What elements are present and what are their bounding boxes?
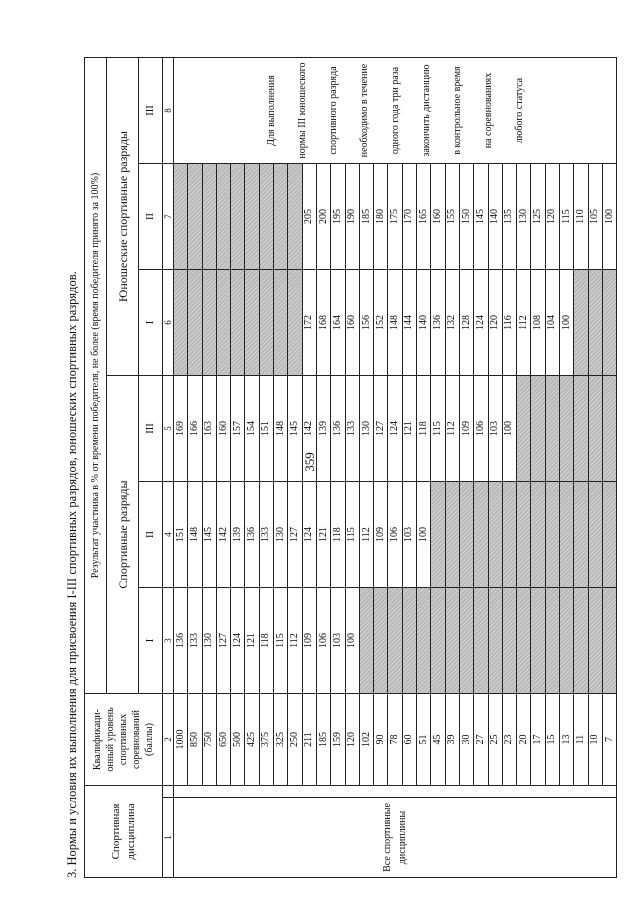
norm-cell-y2	[288, 164, 302, 270]
norm-cell-y2: 170	[402, 164, 416, 270]
qual-level-cell: 250	[288, 694, 302, 786]
table-row	[431, 58, 445, 878]
qual-level-cell: 23	[502, 694, 516, 786]
qual-level-cell: 17	[531, 694, 545, 786]
qual-level-cell: 30	[459, 694, 473, 786]
norm-cell-r1: 124	[231, 588, 245, 694]
norms-table-body	[85, 58, 617, 878]
table-row	[374, 58, 388, 878]
norm-cell-y1: 160	[345, 270, 359, 376]
norm-cell-r1	[574, 588, 588, 694]
qual-level-cell: 10	[588, 694, 602, 786]
norm-cell-r3: 148	[274, 376, 288, 482]
header-youth-I: I	[139, 270, 163, 376]
norm-cell-r3: 121	[402, 376, 416, 482]
norm-cell-r2: 136	[245, 482, 259, 588]
norm-cell-y1: 136	[431, 270, 445, 376]
norm-cell-y2: 195	[331, 164, 345, 270]
col-index-2: 2	[163, 694, 174, 786]
qual-level-cell: 159	[331, 694, 345, 786]
col-index-3: 3	[163, 588, 174, 694]
norm-cell-r2	[588, 482, 602, 588]
norm-cell-r1: 130	[202, 588, 216, 694]
table-row	[417, 58, 431, 878]
norm-cell-y2: 190	[345, 164, 359, 270]
norm-cell-y1: 164	[331, 270, 345, 376]
norm-cell-r3	[531, 376, 545, 482]
discipline-name: Все спортивные дисциплины	[174, 798, 617, 878]
norm-cell-y2: 180	[374, 164, 388, 270]
norm-cell-r2: 127	[288, 482, 302, 588]
norm-cell-r3: 163	[202, 376, 216, 482]
norm-cell-y1	[274, 270, 288, 376]
norm-cell-r3	[602, 376, 616, 482]
norm-cell-r3	[560, 376, 574, 482]
norm-cell-y2: 105	[588, 164, 602, 270]
norm-cell-y2	[216, 164, 230, 270]
norm-cell-y1: 140	[417, 270, 431, 376]
norm-cell-r3: 112	[445, 376, 459, 482]
norm-cell-y2: 175	[388, 164, 402, 270]
table-row	[231, 58, 245, 878]
norm-cell-r2	[517, 482, 531, 588]
norm-cell-r3: 160	[216, 376, 230, 482]
qual-level-cell: 13	[560, 694, 574, 786]
norm-cell-y1	[288, 270, 302, 376]
norm-cell-r1	[560, 588, 574, 694]
norm-cell-r3: 130	[359, 376, 373, 482]
table-row	[302, 58, 316, 878]
norm-cell-r2	[445, 482, 459, 588]
norm-cell-r1: 136	[174, 588, 188, 694]
qual-level-cell: 750	[202, 694, 216, 786]
table-row	[274, 58, 288, 878]
table-row	[245, 58, 259, 878]
norm-cell-r2: 133	[259, 482, 273, 588]
header-rank-I: I	[139, 588, 163, 694]
norm-cell-r1: 121	[245, 588, 259, 694]
blank-column	[174, 786, 617, 798]
header-rank-III: III	[139, 376, 163, 482]
norm-cell-y1: 132	[445, 270, 459, 376]
norm-cell-y1: 128	[459, 270, 473, 376]
norm-cell-y1	[259, 270, 273, 376]
norm-cell-r3	[545, 376, 559, 482]
norm-cell-y1: 152	[374, 270, 388, 376]
header-result: Результат участника в % от времени победителя, не более (время победителя принято за 100%)	[85, 58, 107, 694]
header-sport-ranks: Спортивные разряды	[107, 376, 139, 694]
qual-level-cell: 7	[602, 694, 616, 786]
qual-level-cell: 60	[402, 694, 416, 786]
norm-cell-r3: 154	[245, 376, 259, 482]
norm-cell-y1	[588, 270, 602, 376]
norm-cell-r2	[431, 482, 445, 588]
norm-cell-r2: 151	[174, 482, 188, 588]
norm-cell-r2	[531, 482, 545, 588]
norm-cell-r2: 142	[216, 482, 230, 588]
norm-cell-r2: 100	[417, 482, 431, 588]
norm-cell-r2: 130	[274, 482, 288, 588]
qual-level-cell: 39	[445, 694, 459, 786]
norm-cell-y1	[188, 270, 202, 376]
norm-cell-y1: 124	[474, 270, 488, 376]
norm-cell-r2: 118	[331, 482, 345, 588]
col-index-5: 5	[163, 376, 174, 482]
norm-cell-r1	[459, 588, 473, 694]
qual-level-cell: 1000	[174, 694, 188, 786]
qual-level-cell: 650	[216, 694, 230, 786]
qual-level-cell: 425	[245, 694, 259, 786]
qual-level-cell: 45	[431, 694, 445, 786]
norm-cell-y1: 112	[517, 270, 531, 376]
norm-cell-r2	[545, 482, 559, 588]
table-row	[502, 58, 516, 878]
norm-cell-r2: 139	[231, 482, 245, 588]
header-youth-III: III	[139, 58, 163, 164]
qual-level-cell: 185	[316, 694, 330, 786]
document-title: 3. Нормы и условия их выполнения для присвоения I-III спортивных разрядов, юношеских спортивных разрядов.	[65, 271, 79, 878]
qual-level-cell: 15	[545, 694, 559, 786]
norm-cell-r1	[388, 588, 402, 694]
norm-cell-r3: 103	[488, 376, 502, 482]
table-row	[359, 58, 373, 878]
norm-cell-y2: 100	[602, 164, 616, 270]
qual-level-cell: 27	[474, 694, 488, 786]
norm-cell-r1: 118	[259, 588, 273, 694]
norm-cell-r2	[488, 482, 502, 588]
norm-cell-y1: 156	[359, 270, 373, 376]
norm-cell-r2: 145	[202, 482, 216, 588]
norm-cell-r2: 109	[374, 482, 388, 588]
norm-cell-r1	[374, 588, 388, 694]
col-index-blank	[163, 786, 174, 798]
norm-cell-y2	[202, 164, 216, 270]
table-row	[560, 58, 574, 878]
table-row	[459, 58, 473, 878]
header-rank-II: II	[139, 482, 163, 588]
header-youth-II: II	[139, 164, 163, 270]
norm-cell-r1	[474, 588, 488, 694]
norm-cell-r2: 103	[402, 482, 416, 588]
norm-cell-y1: 172	[302, 270, 316, 376]
norm-cell-r2	[574, 482, 588, 588]
norm-cell-r3	[588, 376, 602, 482]
qual-level-cell: 25	[488, 694, 502, 786]
norm-cell-r3: 139	[316, 376, 330, 482]
norm-cell-r3	[517, 376, 531, 482]
norm-cell-y1: 104	[545, 270, 559, 376]
norm-cell-r1	[417, 588, 431, 694]
norm-cell-y1	[231, 270, 245, 376]
norm-cell-y1	[245, 270, 259, 376]
norm-cell-y1	[216, 270, 230, 376]
table-row	[588, 58, 602, 878]
norm-cell-y2: 125	[531, 164, 545, 270]
table-row	[517, 58, 531, 878]
norm-cell-y2: 135	[502, 164, 516, 270]
norm-cell-y2: 115	[560, 164, 574, 270]
qual-level-cell: 78	[388, 694, 402, 786]
norm-cell-r2	[560, 482, 574, 588]
norm-cell-r3	[574, 376, 588, 482]
qual-level-cell: 11	[574, 694, 588, 786]
table-row	[331, 58, 345, 878]
norm-cell-y1	[202, 270, 216, 376]
col-index-7: 7	[163, 164, 174, 270]
norm-cell-r1	[602, 588, 616, 694]
norm-cell-r3: 109	[459, 376, 473, 482]
norm-cell-y1: 116	[502, 270, 516, 376]
norm-cell-r2	[474, 482, 488, 588]
header-qual-level: Квалификаци-онный уровень спортивных соревнований (баллы)	[85, 694, 163, 786]
norm-cell-y2: 130	[517, 164, 531, 270]
norm-cell-r3: 115	[431, 376, 445, 482]
norm-cell-y1	[602, 270, 616, 376]
norm-cell-y2: 185	[359, 164, 373, 270]
qual-level-cell: 20	[517, 694, 531, 786]
table-row	[402, 58, 416, 878]
norm-cell-r1	[431, 588, 445, 694]
norm-cell-y2: 140	[488, 164, 502, 270]
norms-table	[84, 57, 617, 878]
qual-level-cell: 500	[231, 694, 245, 786]
norm-cell-r2: 106	[388, 482, 402, 588]
norm-cell-y2: 145	[474, 164, 488, 270]
col-index-8: 8	[163, 58, 174, 164]
norm-cell-y2: 205	[302, 164, 316, 270]
norm-cell-r1	[488, 588, 502, 694]
norm-cell-r1	[445, 588, 459, 694]
norm-cell-r3: 106	[474, 376, 488, 482]
norm-cell-y2	[231, 164, 245, 270]
norm-cell-y1: 148	[388, 270, 402, 376]
table-row	[202, 58, 216, 878]
table-row	[474, 58, 488, 878]
table-row	[388, 58, 402, 878]
youth-III-note: Для выполнения нормы III юношеского спортивного разряда необходимо в течение одного года три раза закончить дистанцию в контрольное время на соревнованиях любого статуса	[174, 58, 617, 164]
norm-cell-r1: 112	[288, 588, 302, 694]
norm-cell-y2	[259, 164, 273, 270]
table-row	[288, 58, 302, 878]
norm-cell-r3: 142	[302, 376, 316, 482]
norm-cell-y2: 160	[431, 164, 445, 270]
norm-cell-r2: 115	[345, 482, 359, 588]
norm-cell-y2: 155	[445, 164, 459, 270]
norm-cell-y2: 110	[574, 164, 588, 270]
norm-cell-r3: 169	[174, 376, 188, 482]
table-row	[531, 58, 545, 878]
header-youth-ranks: Юношеские спортивные разряды	[107, 58, 139, 376]
norm-cell-r3: 157	[231, 376, 245, 482]
norm-cell-r1: 106	[316, 588, 330, 694]
qual-level-cell: 325	[274, 694, 288, 786]
table-row	[188, 58, 202, 878]
norm-cell-r1	[517, 588, 531, 694]
norm-cell-r1	[531, 588, 545, 694]
norm-cell-r1	[502, 588, 516, 694]
table-row	[445, 58, 459, 878]
norm-cell-r3: 118	[417, 376, 431, 482]
norm-cell-r2: 124	[302, 482, 316, 588]
qual-level-cell: 102	[359, 694, 373, 786]
qual-level-cell: 850	[188, 694, 202, 786]
table-row	[174, 58, 188, 878]
norm-cell-r3: 136	[331, 376, 345, 482]
header-discipline: Спортивная дисциплина	[85, 786, 163, 878]
norm-cell-y1: 108	[531, 270, 545, 376]
col-index-6: 6	[163, 270, 174, 376]
qual-level-cell: 211	[302, 694, 316, 786]
norm-cell-r2	[502, 482, 516, 588]
norm-cell-r3: 145	[288, 376, 302, 482]
norm-cell-y2	[188, 164, 202, 270]
col-index-1: 1	[163, 798, 174, 878]
table-row	[345, 58, 359, 878]
norm-cell-y2: 165	[417, 164, 431, 270]
table-row	[316, 58, 330, 878]
norm-cell-r3: 124	[388, 376, 402, 482]
norm-cell-r2: 148	[188, 482, 202, 588]
qual-level-cell: 120	[345, 694, 359, 786]
norm-cell-r2	[602, 482, 616, 588]
norm-cell-r1	[588, 588, 602, 694]
table-row	[216, 58, 230, 878]
norm-cell-r3: 100	[502, 376, 516, 482]
norm-cell-y1: 100	[560, 270, 574, 376]
norm-cell-r3: 151	[259, 376, 273, 482]
norm-cell-r1: 103	[331, 588, 345, 694]
norm-cell-y2: 200	[316, 164, 330, 270]
page-number: 359	[302, 452, 317, 472]
rotated-page-content	[62, 58, 615, 878]
norm-cell-r2	[459, 482, 473, 588]
table-row	[574, 58, 588, 878]
norm-cell-r1: 109	[302, 588, 316, 694]
norm-cell-r1: 133	[188, 588, 202, 694]
norm-cell-r3: 127	[374, 376, 388, 482]
qual-level-cell: 51	[417, 694, 431, 786]
norm-cell-y1: 168	[316, 270, 330, 376]
norm-cell-y2: 150	[459, 164, 473, 270]
norm-cell-r2: 112	[359, 482, 373, 588]
norm-cell-y2	[174, 164, 188, 270]
table-row	[545, 58, 559, 878]
norm-cell-r3: 133	[345, 376, 359, 482]
norm-cell-y1: 144	[402, 270, 416, 376]
table-row	[602, 58, 616, 878]
norm-cell-r1: 127	[216, 588, 230, 694]
col-index-4: 4	[163, 482, 174, 588]
norm-cell-r2: 121	[316, 482, 330, 588]
norm-cell-y2	[245, 164, 259, 270]
table-row	[259, 58, 273, 878]
norm-cell-y1	[174, 270, 188, 376]
norm-cell-r3: 166	[188, 376, 202, 482]
qual-level-cell: 375	[259, 694, 273, 786]
qual-level-cell: 90	[374, 694, 388, 786]
norm-cell-y2	[274, 164, 288, 270]
norm-cell-r1: 100	[345, 588, 359, 694]
norm-cell-r1	[359, 588, 373, 694]
norm-cell-r1: 115	[274, 588, 288, 694]
norm-cell-y1: 120	[488, 270, 502, 376]
norm-cell-r1	[402, 588, 416, 694]
norm-cell-r1	[545, 588, 559, 694]
table-row	[488, 58, 502, 878]
norm-cell-y1	[574, 270, 588, 376]
norm-cell-y2: 120	[545, 164, 559, 270]
